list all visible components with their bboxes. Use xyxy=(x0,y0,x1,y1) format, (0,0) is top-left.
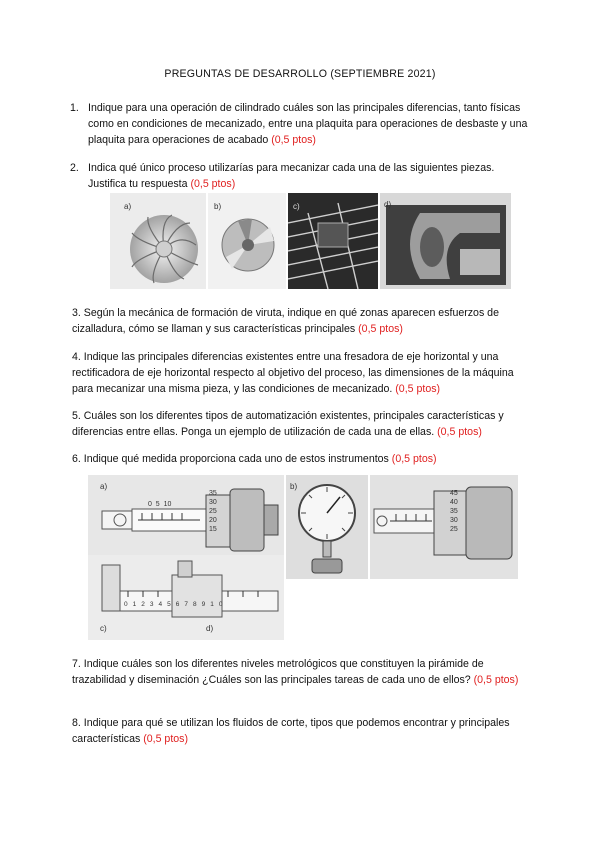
question-points: (0,5 ptos) xyxy=(437,426,482,438)
question-text: 7. Indique cuáles son los diferentes niveles metrológicos que constituyen la pirámide de trazabilidad y diseminación ¿Cuáles son las principales tareas de cada uno de ellos? xyxy=(72,658,484,686)
piece-b-image xyxy=(208,193,286,289)
question-text: 5. Cuáles son los diferentes tipos de automatización existentes, principales características y diferencias entre ellas. Ponga un ejemplo de utilización de cada una de ellas. xyxy=(72,410,504,438)
question-5 xyxy=(72,408,528,440)
caliper-scale: 012345678910 xyxy=(124,601,228,608)
question-points: (0,5 ptos) xyxy=(190,178,236,190)
micrometer-icon xyxy=(370,475,518,579)
question-7 xyxy=(72,656,528,688)
dial-indicator-icon xyxy=(286,475,368,579)
instruments-figure xyxy=(88,475,518,640)
piece-label: d) xyxy=(384,200,392,209)
question-text: 6. Indique qué medida proporciona cada uno de estos instrumentos xyxy=(72,453,392,465)
question-text: 8. Indique para qué se utilizan los fluidos de corte, tipos que podemos encontrar y principales características xyxy=(72,717,510,745)
question-points: (0,5 ptos) xyxy=(395,383,441,395)
question-text: 4. Indique las principales diferencias existentes entre una fresadora de eje horizontal y una rectificadora de eje horizontal respecto al objetivo del proceso, las dimensiones de la máquina para mecanizar una misma pieza, y las condiciones de mecanizado. xyxy=(72,351,514,395)
instrument-label: b) xyxy=(290,482,298,491)
question-6 xyxy=(72,451,528,467)
pieces-figure xyxy=(110,193,511,289)
instrument-label: d) xyxy=(206,624,214,633)
question-points: (0,5 ptos) xyxy=(358,323,403,335)
instrument-label: a) xyxy=(100,482,108,491)
question-points: (0,5 ptos) xyxy=(391,453,437,465)
piece-label: c) xyxy=(293,202,300,211)
question-8 xyxy=(72,715,528,747)
page-title: PREGUNTAS DE DESARROLLO (SEPTIEMBRE 2021) xyxy=(164,68,436,80)
question-text: Indique para una operación de cilindrado cuáles son las principales diferencias, tanto físicas como en condiciones de mecanizado, entre una plaquita para operaciones de desbaste y una plaquita para operaciones de acabado xyxy=(88,102,528,146)
micrometer-scale-a: 35 30 25 20 15 xyxy=(209,490,217,533)
instrument-label: c) xyxy=(100,624,107,633)
question-points: (0,5 ptos) xyxy=(143,733,188,745)
micrometer-scale-b: 45 40 35 30 25 xyxy=(450,490,458,533)
thimble-scale-a: 0 5 10 xyxy=(148,501,172,508)
caliper-image xyxy=(88,555,284,640)
question-2 xyxy=(70,160,528,192)
machined-plate-icon xyxy=(288,193,378,289)
question-number: 2. xyxy=(70,162,79,174)
piece-a-image xyxy=(110,193,206,289)
micrometer-a-image xyxy=(88,475,284,555)
piece-label: a) xyxy=(124,202,132,211)
dial-indicator-image xyxy=(286,475,368,579)
piece-label: b) xyxy=(214,202,222,211)
question-points: (0,5 ptos) xyxy=(473,674,519,686)
micrometer-b-image xyxy=(370,475,518,579)
question-1 xyxy=(70,100,528,148)
question-3 xyxy=(72,305,528,337)
micrometer-icon xyxy=(88,475,284,555)
question-text: 3. Según la mecánica de formación de viruta, indique en qué zonas aparecen esfuerzos de cizalladura, cómo se llaman y sus características principales xyxy=(72,307,499,335)
piece-c-image xyxy=(288,193,378,289)
question-4 xyxy=(72,349,528,397)
question-text: Indica qué único proceso utilizarías para mecanizar cada una de las siguientes piezas. Justifica tu respuesta xyxy=(88,162,495,190)
question-number: 1. xyxy=(70,102,79,114)
question-points: (0,5 ptos) xyxy=(271,134,316,146)
piece-d-image xyxy=(380,193,511,289)
profiled-part-icon xyxy=(380,193,511,289)
